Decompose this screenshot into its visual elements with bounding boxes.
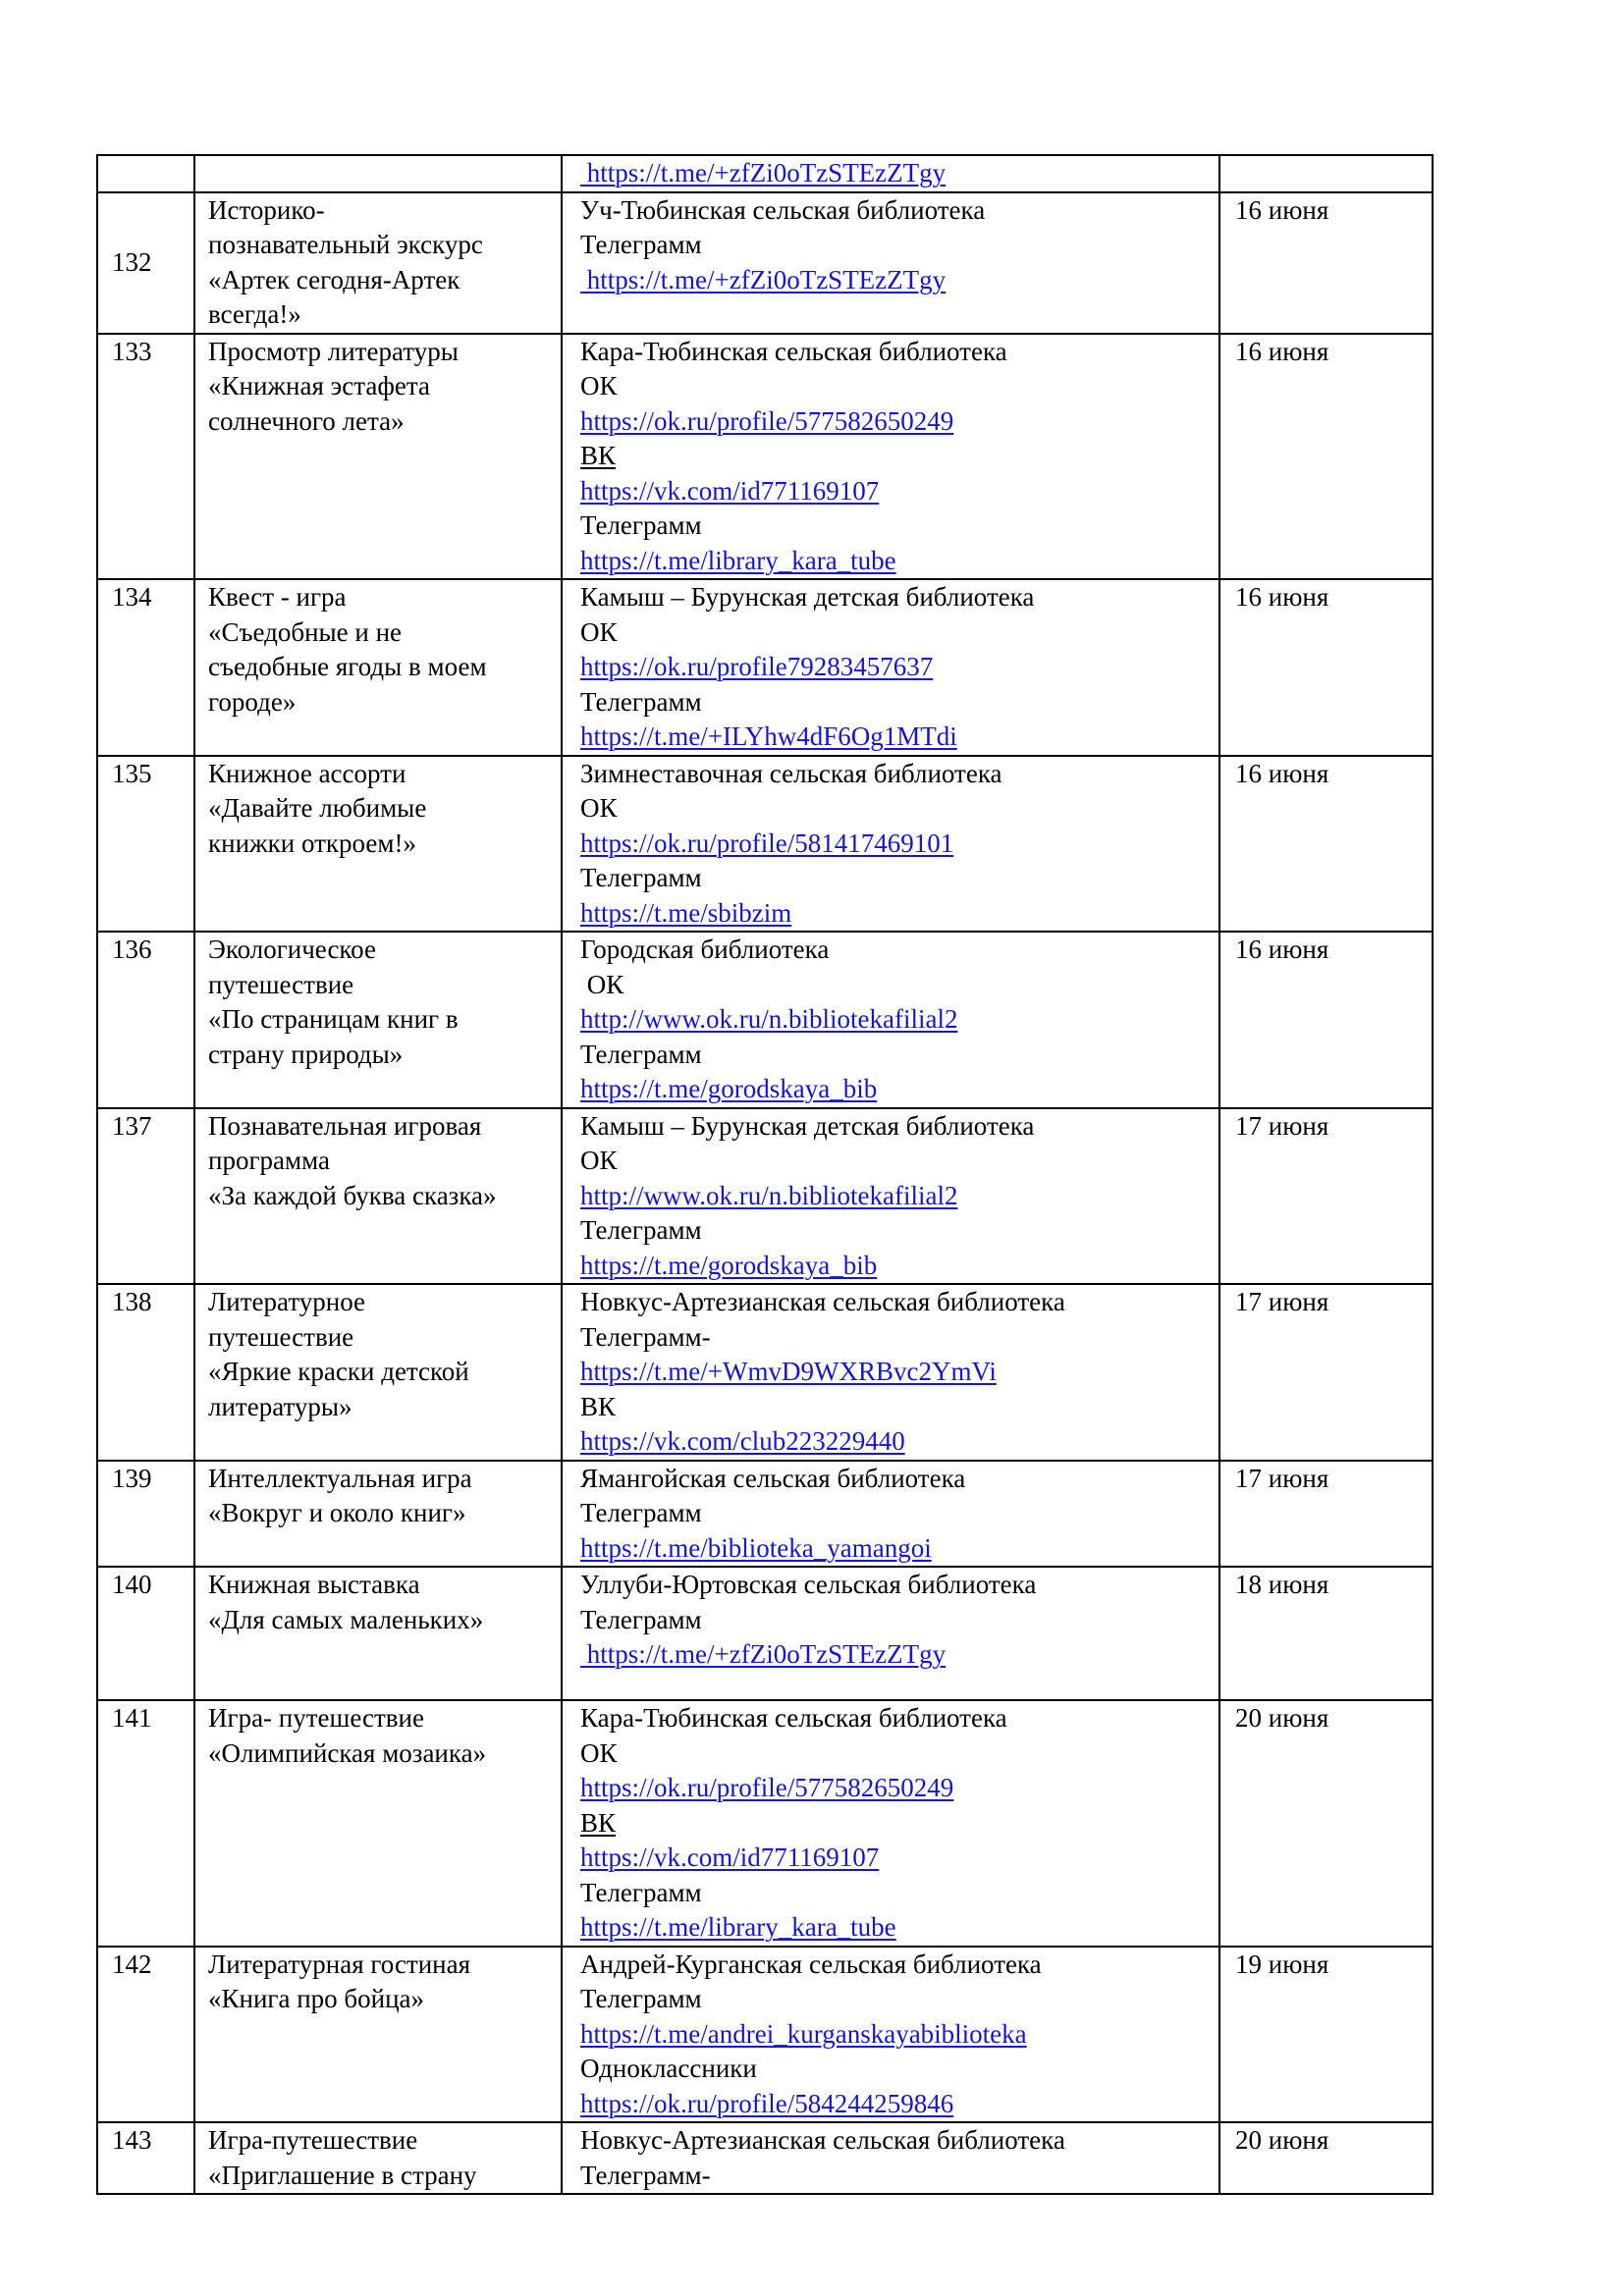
venue-platform-label: ВК xyxy=(580,1807,617,1838)
venue-platform-label: Телеграмм xyxy=(580,1498,702,1527)
event-date: 17 июня xyxy=(1235,1287,1329,1316)
venue-platform-label: Телеграмм xyxy=(580,1877,702,1907)
event-title-line: программа xyxy=(208,1146,330,1175)
venue-link[interactable]: https://t.me/library_kara_tube xyxy=(580,1912,896,1942)
event-title-cell xyxy=(194,2122,562,2194)
venue-link[interactable]: https://ok.ru/profile/577582650249 xyxy=(580,405,954,436)
venue-link[interactable]: http://www.ok.ru/n.bibliotekafilial2 xyxy=(580,1004,958,1034)
event-title-line: «Книжная эстафета xyxy=(208,371,430,400)
venue-link[interactable]: https://vk.com/id771169107 xyxy=(580,1842,880,1872)
venue-platform-label: Телеграмм- xyxy=(580,2160,711,2190)
event-date: 20 июня xyxy=(1235,2125,1329,2155)
event-title-line: всегда!» xyxy=(208,299,301,329)
table-row xyxy=(97,2122,1433,2194)
event-title-line: литературы» xyxy=(208,1391,352,1421)
event-date-cell xyxy=(1219,155,1433,192)
row-number: 132 xyxy=(112,246,152,277)
venue-platform-label: ОК xyxy=(580,793,618,823)
event-date-cell xyxy=(1219,932,1433,1108)
venue-link[interactable]: https://t.me/+zfZi0oTzSTEzZTgy xyxy=(580,1639,947,1669)
row-number-cell xyxy=(97,932,194,1108)
event-title-cell xyxy=(194,334,562,580)
venue-link[interactable]: https://t.me/+WmvD9WXRBvc2YmVi xyxy=(580,1357,997,1386)
venue-platform-label: Телеграмм xyxy=(580,510,702,540)
venue-link[interactable]: https://t.me/+ILYhw4dF6Og1MTdi xyxy=(580,721,957,751)
row-number-cell xyxy=(97,1947,194,2123)
venue-name: Андрей-Курганская сельская библиотека xyxy=(580,1949,1042,1979)
venue-link[interactable]: https://vk.com/club223229440 xyxy=(580,1426,905,1456)
venue-cell xyxy=(562,1947,1219,2123)
venue-platform-label: Телеграмм xyxy=(580,1039,702,1069)
event-title-cell xyxy=(194,1947,562,2123)
row-number: 140 xyxy=(112,1570,152,1599)
event-title-cell xyxy=(194,192,562,334)
event-title-cell xyxy=(194,1284,562,1461)
event-title-line: «Вокруг и около книг» xyxy=(208,1498,466,1527)
event-title-cell xyxy=(194,155,562,192)
event-title-cell xyxy=(194,1700,562,1947)
venue-cell xyxy=(562,756,1219,933)
venue-platform-label: ВК xyxy=(580,1391,617,1421)
row-number-cell xyxy=(97,334,194,580)
row-number: 142 xyxy=(112,1949,152,1979)
venue-platform-label: Телеграмм xyxy=(580,1215,702,1245)
venue-link[interactable]: https://t.me/gorodskaya_bib xyxy=(580,1074,878,1103)
venue-cell xyxy=(562,932,1219,1108)
row-number: 138 xyxy=(112,1287,152,1316)
table-row xyxy=(97,1108,1433,1285)
event-title-line: «Приглашение в страну xyxy=(208,2160,477,2190)
row-number-cell xyxy=(97,2122,194,2194)
event-title-cell xyxy=(194,1461,562,1568)
venue-name: Новкус-Артезианская сельская библиотека xyxy=(580,2125,1065,2155)
venue-link[interactable]: http://www.ok.ru/n.bibliotekafilial2 xyxy=(580,1180,958,1210)
table-row xyxy=(97,1284,1433,1461)
venue-platform-label: ОК xyxy=(580,1146,618,1175)
event-date: 19 июня xyxy=(1235,1949,1329,1979)
venue-platform-label: Телеграмм xyxy=(580,686,702,717)
venue-platform-label: Телеграмм xyxy=(580,1604,702,1634)
venue-link[interactable]: https://ok.ru/profile/577582650249 xyxy=(580,1773,954,1802)
table-row xyxy=(97,155,1433,192)
row-number: 143 xyxy=(112,2125,152,2155)
row-number: 134 xyxy=(112,582,152,612)
event-title-line: книжки откроем!» xyxy=(208,828,416,858)
event-date: 17 июня xyxy=(1235,1110,1329,1141)
table-row xyxy=(97,192,1433,334)
event-title-line: «Давайте любимые xyxy=(208,793,427,823)
event-title-line: «Олимпийская мозаика» xyxy=(208,1737,487,1768)
event-title-line: Интеллектуальная игра xyxy=(208,1463,472,1493)
event-date-cell xyxy=(1219,756,1433,933)
row-number: 135 xyxy=(112,758,152,788)
row-number-cell xyxy=(97,1284,194,1461)
venue-cell xyxy=(562,2122,1219,2194)
table-row xyxy=(97,1567,1433,1700)
event-title-line: Книжное ассорти xyxy=(208,758,406,788)
event-date-cell xyxy=(1219,1284,1433,1461)
event-title-line: Квест - игра xyxy=(208,582,347,612)
row-number-cell xyxy=(97,579,194,756)
venue-platform-label: ВК xyxy=(580,441,617,470)
event-title-cell xyxy=(194,1567,562,1700)
venue-link[interactable]: https://t.me/andrei_kurganskayabiblioteka xyxy=(580,2018,1027,2049)
venue-link[interactable]: https://t.me/+zfZi0oTzSTEzZTgy xyxy=(580,264,947,294)
event-date-cell xyxy=(1219,192,1433,334)
row-number-cell xyxy=(97,192,194,334)
venue-name: Новкус-Артезианская сельская библиотека xyxy=(580,1287,1065,1316)
table-row xyxy=(97,579,1433,756)
venue-name: Зимнеставочная сельская библиотека xyxy=(580,758,1002,788)
venue-cell xyxy=(562,334,1219,580)
venue-platform-label: Телеграмм xyxy=(580,1984,702,2013)
event-date: 16 июня xyxy=(1235,934,1329,964)
table-row xyxy=(97,932,1433,1108)
venue-link[interactable]: https://t.me/gorodskaya_bib xyxy=(580,1250,878,1280)
event-title-line: Книжная выставка xyxy=(208,1570,420,1599)
event-date: 16 июня xyxy=(1235,194,1329,225)
table-row xyxy=(97,1700,1433,1947)
row-number: 133 xyxy=(112,336,152,366)
event-date-cell xyxy=(1219,1567,1433,1700)
event-date: 16 июня xyxy=(1235,582,1329,612)
venue-cell xyxy=(562,155,1219,192)
venue-cell xyxy=(562,1700,1219,1947)
event-date-cell xyxy=(1219,579,1433,756)
event-title-line: Литературная гостиная xyxy=(208,1949,471,1979)
venue-platform-label: ОК xyxy=(580,371,618,400)
event-date: 16 июня xyxy=(1235,758,1329,788)
row-number-cell xyxy=(97,1567,194,1700)
row-number-cell xyxy=(97,1461,194,1568)
venue-name: Уллуби-Юртовская сельская библиотека xyxy=(580,1570,1037,1599)
event-date: 20 июня xyxy=(1235,1703,1329,1733)
event-title-line: «По страницам книг в xyxy=(208,1004,459,1034)
venue-name: Камыш – Бурунская детская библиотека xyxy=(580,582,1035,612)
event-title-line: путешествие xyxy=(208,969,354,999)
event-date-cell xyxy=(1219,1461,1433,1568)
event-date-cell xyxy=(1219,334,1433,580)
venue-platform-label: Одноклассники xyxy=(580,2054,757,2083)
event-title-line: «За каждой буква сказка» xyxy=(208,1180,497,1210)
row-number: 136 xyxy=(112,934,152,964)
venue-name: Кара-Тюбинская сельская библиотека xyxy=(580,1703,1007,1733)
event-date: 18 июня xyxy=(1235,1570,1329,1599)
event-title-line: Игра- путешествие xyxy=(208,1703,424,1733)
row-number-cell xyxy=(97,155,194,192)
event-title-line: познавательный экскурс xyxy=(208,230,483,259)
event-title-line: Историко- xyxy=(208,194,325,225)
event-title-line: съедобные ягоды в моем xyxy=(208,652,487,681)
venue-name: Уч-Тюбинская сельская библиотека xyxy=(580,194,986,225)
event-title-line: «Книга про бойца» xyxy=(208,1984,425,2013)
venue-link[interactable]: https://vk.com/id771169107 xyxy=(580,475,880,506)
event-title-cell xyxy=(194,932,562,1108)
events-table xyxy=(96,154,1434,2195)
venue-name: Ямангойская сельская библиотека xyxy=(580,1463,966,1493)
event-title-line: «Яркие краски детской xyxy=(208,1357,469,1386)
venue-link[interactable]: https://ok.ru/profile/584244259846 xyxy=(580,2088,954,2118)
event-date-cell xyxy=(1219,1700,1433,1947)
event-title-line: Просмотр литературы xyxy=(208,336,459,366)
event-title-cell xyxy=(194,756,562,933)
venue-link[interactable]: https://t.me/biblioteka_yamangoi xyxy=(580,1532,932,1563)
venue-cell xyxy=(562,1108,1219,1285)
venue-link[interactable]: https://t.me/sbibzim xyxy=(580,897,792,928)
row-number-cell xyxy=(97,1108,194,1285)
venue-name: Камыш – Бурунская детская библиотека xyxy=(580,1110,1035,1141)
venue-name: Городская библиотека xyxy=(580,934,830,964)
event-date: 17 июня xyxy=(1235,1463,1329,1493)
event-title-line: солнечного лета» xyxy=(208,405,405,436)
venue-cell xyxy=(562,1461,1219,1568)
table-row xyxy=(97,334,1433,580)
event-date-cell xyxy=(1219,2122,1433,2194)
venue-platform-label: ОК xyxy=(580,1737,618,1768)
row-number-cell xyxy=(97,1700,194,1947)
venue-cell xyxy=(562,192,1219,334)
venue-cell xyxy=(562,1284,1219,1461)
venue-cell xyxy=(562,1567,1219,1700)
table-row xyxy=(97,1461,1433,1568)
event-title-line: «Артек сегодня-Артек xyxy=(208,264,460,294)
venue-platform-label: ОК xyxy=(580,616,618,647)
event-title-line: городе» xyxy=(208,686,297,717)
row-number: 139 xyxy=(112,1463,152,1493)
event-title-line: Познавательная игровая xyxy=(208,1110,482,1141)
event-date-cell xyxy=(1219,1947,1433,2123)
venue-link[interactable]: https://ok.ru/profile/581417469101 xyxy=(580,828,954,858)
event-date-cell xyxy=(1219,1108,1433,1285)
venue-name: Кара-Тюбинская сельская библиотека xyxy=(580,336,1007,366)
event-title-line: страну природы» xyxy=(208,1039,404,1069)
event-title-line: «Съедобные и не xyxy=(208,616,403,647)
venue-platform-label: Телеграмм xyxy=(580,230,702,259)
row-number-cell xyxy=(97,756,194,933)
table-row xyxy=(97,756,1433,933)
event-title-cell xyxy=(194,1108,562,1285)
venue-link[interactable]: https://t.me/library_kara_tube xyxy=(580,545,896,575)
venue-link[interactable]: https://t.me/+zfZi0oTzSTEzZTgy xyxy=(580,158,947,187)
venue-link[interactable]: https://ok.ru/profile79283457637 xyxy=(580,652,934,681)
row-number: 137 xyxy=(112,1110,152,1141)
event-title-line: путешествие xyxy=(208,1321,354,1352)
event-title-line: Игра-путешествие xyxy=(208,2125,418,2155)
event-title-cell xyxy=(194,579,562,756)
event-title-line: Экологическое xyxy=(208,934,376,964)
event-date: 16 июня xyxy=(1235,336,1329,366)
table-row xyxy=(97,1947,1433,2123)
event-title-line: Литературное xyxy=(208,1287,366,1316)
event-title-line: «Для самых маленьких» xyxy=(208,1604,484,1634)
venue-platform-label: Телеграмм xyxy=(580,863,702,892)
row-number: 141 xyxy=(112,1703,152,1733)
venue-platform-label: ОК xyxy=(580,969,624,999)
venue-platform-label: Телеграмм- xyxy=(580,1321,711,1352)
venue-cell xyxy=(562,579,1219,756)
